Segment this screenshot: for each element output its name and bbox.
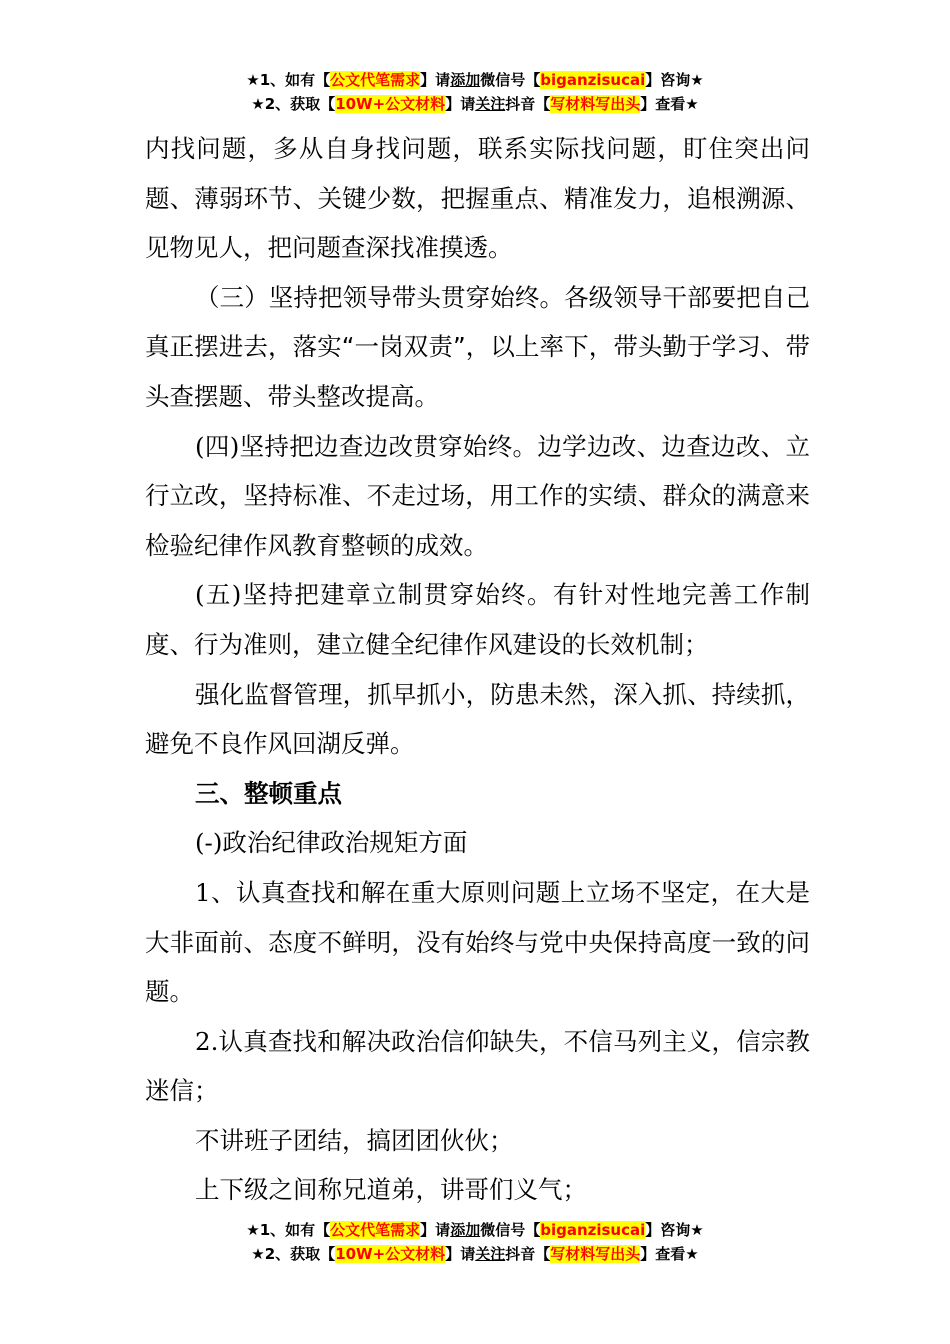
paragraph (145, 570, 810, 669)
banner-highlight: 10W+公文材料 (335, 1245, 446, 1263)
section-heading: 三、整顿重点 (195, 778, 342, 808)
banner-highlight: 公文代笔需求 (330, 71, 421, 89)
banner-text: ★1、如有【 (246, 1221, 331, 1239)
paragraph-number: (五) (195, 580, 242, 610)
paragraph (145, 422, 810, 571)
paragraph-text: 坚持把建章立制贯穿始终。有针对性地完善工作制度、行为准则，建立健全纪律作风建设的长效机制； (145, 580, 811, 659)
subsection-text: 政治纪律政治规矩方面 (222, 828, 468, 858)
paragraph-number: (四) (195, 431, 240, 461)
banner-highlight: 写材料写出头 (550, 95, 641, 113)
subsection-number: (-) (195, 828, 223, 858)
paragraph (145, 273, 810, 422)
banner-text: 抖音【 (505, 1245, 551, 1263)
banner-highlight: 公文代笔需求 (330, 1221, 421, 1239)
banner-text: 】请 (420, 1221, 451, 1239)
banner-highlight: biganzisucai (540, 1221, 646, 1239)
paragraph: 上下级之间称兄道弟，讲哥们义气； (195, 1175, 587, 1205)
banner-text: 】请 (420, 71, 451, 89)
document-body (145, 124, 810, 1215)
paragraph: 强化监督管理，抓早抓小，防患未然，深入抓、持续抓，避免不良作风回湖反弹。 (145, 679, 810, 759)
banner-text: 抖音【 (505, 95, 551, 113)
banner-text: ★2、获取【 (251, 1245, 336, 1263)
banner-text: 微信号【 (480, 1221, 541, 1239)
banner-text: 】请 (445, 1245, 476, 1263)
banner-text: 】查看★ (640, 95, 699, 113)
banner-line-2 (0, 92, 950, 116)
banner-text: 】查看★ (640, 1245, 699, 1263)
paragraph: 不讲班子团结，搞团团伙伙； (195, 1125, 514, 1155)
banner-underlined-text: 关注 (475, 1245, 506, 1263)
banner-line-1 (0, 1218, 950, 1242)
list-item-text: 认真查找和解决政治信仰缺失，不信马列主义，信宗教迷信； (145, 1026, 810, 1106)
banner-underlined-text: 添加 (450, 1221, 481, 1239)
banner-line-1 (0, 68, 950, 92)
banner-underlined-text: 关注 (475, 95, 506, 113)
paragraph: 内找问题，多从自身找问题，联系实际找问题，盯住突出问题、薄弱环节、关键少数，把握重点、精准发力，追根溯源、见物见人，把问题查深找准摸透。 (145, 134, 810, 263)
list-item-text: 、认真查找和解在重大原则问题上立场不坚定，在大是大非面前、态度不鲜明，没有始终与党中央保持高度一致的问题。 (145, 877, 810, 1007)
paragraph-text: （三）坚持把领导带头贯穿始终。各级领导干部要把自己真正摆进去，落实“一岗双责”，以上率下，带头勤于学习、带头查摆题、带头整改提高。 (145, 282, 810, 411)
banner-underlined-text: 添加 (450, 71, 481, 89)
banner-highlight: 10W+公文材料 (335, 95, 446, 113)
paragraph-text: 坚持把边查边改贯穿始终。边学边改、边查边改、立行立改，坚持标准、不走过场，用工作的实绩、群众的满意来检验纪律作风教育整顿的成效。 (145, 431, 810, 560)
banner-line-2 (0, 1242, 950, 1266)
subsection-heading (145, 818, 810, 868)
banner-highlight: 写材料写出头 (550, 1245, 641, 1263)
banner-text: ★2、获取【 (251, 95, 336, 113)
list-item-number: 1 (195, 877, 211, 907)
list-item (145, 1017, 810, 1116)
banner-text: 微信号【 (480, 71, 541, 89)
banner-text: ★1、如有【 (246, 71, 331, 89)
list-item-number: 2. (195, 1026, 219, 1056)
header-banner (0, 68, 950, 116)
banner-text: 】咨询★ (645, 71, 704, 89)
footer-banner (0, 1218, 950, 1266)
list-item (145, 868, 810, 1017)
banner-highlight: biganzisucai (540, 71, 646, 89)
banner-text: 】咨询★ (645, 1221, 704, 1239)
banner-text: 】请 (445, 95, 476, 113)
